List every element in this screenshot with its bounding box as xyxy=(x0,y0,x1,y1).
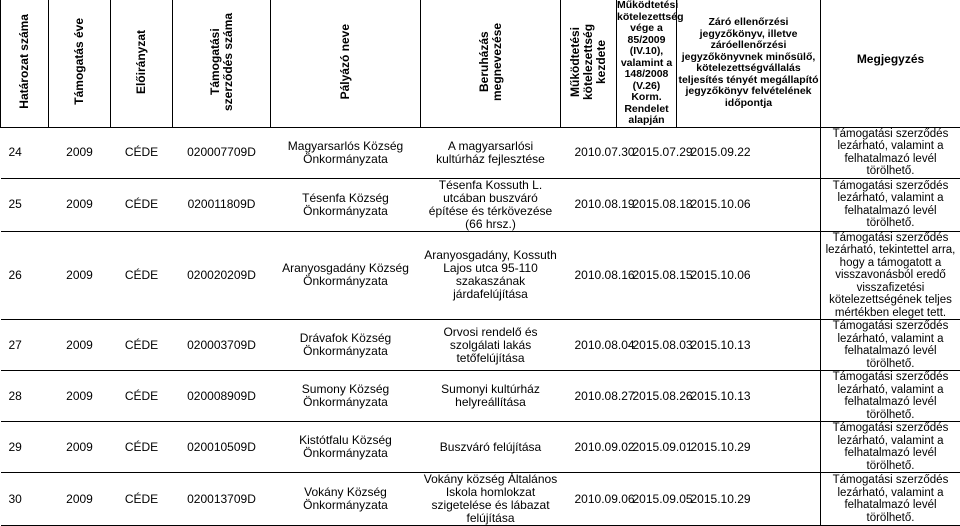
note-cell: Támogatási szerződés lezárható, valamint a felhatalmazó levél törölhető. xyxy=(821,473,960,526)
contract-number-cell: 020020209D xyxy=(173,231,271,320)
dates-cell xyxy=(561,178,821,231)
contract-number-cell: 020010509D xyxy=(173,422,271,473)
header-year: Támogatás éve xyxy=(49,0,111,127)
resolution-number-cell: 25 xyxy=(1,178,49,231)
applicant-cell: Magyarsarlós Község Önkormányzata xyxy=(271,127,421,178)
operation-end-date: 2015.08.18 xyxy=(633,198,691,211)
header-closing-date: Záró ellenőrzési jegyzőkönyv, illetve záróellenőrzési jegyzőkönyvnek minősülő, kötelezettségvállalás teljesítés tényét megállapító jegyzőkönyv felvételének időpontja xyxy=(677,0,821,127)
investment-cell: Vokány község Általános Iskola homlokzat szigetelése és lábazat felújítása xyxy=(421,473,561,526)
resolution-number-cell: 29 xyxy=(1,422,49,473)
closing-date: 2015.09.22 xyxy=(691,146,751,159)
header-investment: Beruházás megnevezése xyxy=(421,0,561,127)
operation-end-date: 2015.08.26 xyxy=(633,390,691,403)
resolution-number-cell: 30 xyxy=(1,473,49,526)
operation-end-date: 2015.09.05 xyxy=(633,493,691,506)
operation-start-date: 2010.09.06 xyxy=(575,493,633,506)
appropriation-cell: CÉDE xyxy=(111,422,173,473)
operation-start-date: 2010.08.27 xyxy=(575,390,633,403)
applicant-cell: Tésenfa Község Önkormányzata xyxy=(271,178,421,231)
investment-cell: Orvosi rendelő és szolgálati lakás tetőfelújítása xyxy=(421,320,561,371)
dates-cell xyxy=(561,231,821,320)
closing-date: 2015.10.29 xyxy=(691,493,751,506)
investment-cell: A magyarsarlósi kultúrház fejlesztése xyxy=(421,127,561,178)
note-cell: Támogatási szerződés lezárható, valamint a felhatalmazó levél törölhető. xyxy=(821,178,960,231)
operation-start-date: 2010.08.04 xyxy=(575,339,633,352)
resolution-number-cell: 28 xyxy=(1,371,49,422)
year-cell: 2009 xyxy=(49,371,111,422)
contract-number-cell: 020003709D xyxy=(173,320,271,371)
applicant-cell: Aranyosgadány Község Önkormányzata xyxy=(271,231,421,320)
appropriation-cell: CÉDE xyxy=(111,178,173,231)
operation-end-date: 2015.08.03 xyxy=(633,339,691,352)
contract-number-cell: 020008909D xyxy=(173,371,271,422)
closing-date: 2015.10.29 xyxy=(691,441,751,454)
dates-cell xyxy=(561,371,821,422)
investment-cell: Tésenfa Kossuth L. utcában buszváró építése és térkövezése (66 hrsz.) xyxy=(421,178,561,231)
dates-cell xyxy=(561,320,821,371)
table-row xyxy=(1,178,960,231)
table-row xyxy=(1,473,960,526)
dates-cell xyxy=(561,127,821,178)
operation-start-date: 2010.08.19 xyxy=(575,198,633,211)
note-cell: Támogatási szerződés lezárható, valamint a felhatalmazó levél törölhető. xyxy=(821,371,960,422)
header-operation-end: Működtetési kötelezettség vége a 85/2009 (IV.10), valamint a 148/2008 (V.26) Korm. Rendelet alapján xyxy=(617,0,677,127)
operation-end-date: 2015.09.01 xyxy=(633,441,691,454)
table-row xyxy=(1,422,960,473)
operation-start-date: 2010.09.02 xyxy=(575,441,633,454)
table-row xyxy=(1,231,960,320)
investment-cell: Aranyosgadány, Kossuth Lajos utca 95-110 szakaszának járdafelújítása xyxy=(421,231,561,320)
header-applicant: Pályázó neve xyxy=(271,0,421,127)
applicant-cell: Kistótfalu Község Önkormányzata xyxy=(271,422,421,473)
header-appropriation: Előirányzat xyxy=(111,0,173,127)
operation-end-date: 2015.07.29 xyxy=(633,146,691,159)
investment-cell: Buszváró felújítása xyxy=(421,422,561,473)
contract-number-cell: 020011809D xyxy=(173,178,271,231)
investment-cell: Sumonyi kultúrház helyreállítása xyxy=(421,371,561,422)
operation-start-date: 2010.08.16 xyxy=(575,269,633,282)
note-cell: Támogatási szerződés lezárható, valamint a felhatalmazó levél törölhető. xyxy=(821,320,960,371)
header-operation-start: Működtetési kötelezettség kezdete xyxy=(561,0,617,127)
appropriation-cell: CÉDE xyxy=(111,473,173,526)
year-cell: 2009 xyxy=(49,473,111,526)
table-row xyxy=(1,127,960,178)
appropriation-cell: CÉDE xyxy=(111,127,173,178)
note-cell: Támogatási szerződés lezárható, valamint a felhatalmazó levél törölhető. xyxy=(821,422,960,473)
header-contract-number: Támogatási szerződés száma xyxy=(173,0,271,127)
note-cell: Támogatási szerződés lezárható, tekintettel arra, hogy a támogatott a visszavonásból eredő visszafizetési kötelezettségének teljes mértékben eleget tett. xyxy=(821,231,960,320)
resolution-number-cell: 24 xyxy=(1,127,49,178)
dates-cell xyxy=(561,473,821,526)
appropriation-cell: CÉDE xyxy=(111,231,173,320)
table-row xyxy=(1,371,960,422)
appropriation-cell: CÉDE xyxy=(111,320,173,371)
applicant-cell: Vokány Község Önkormányzata xyxy=(271,473,421,526)
note-cell: Támogatási szerződés lezárható, valamint a felhatalmazó levél törölhető. xyxy=(821,127,960,178)
header-row xyxy=(1,0,960,127)
operation-end-date: 2015.08.15 xyxy=(633,269,691,282)
header-note: Megjegyzés xyxy=(821,0,960,127)
year-cell: 2009 xyxy=(49,231,111,320)
closing-date: 2015.10.06 xyxy=(691,269,751,282)
year-cell: 2009 xyxy=(49,178,111,231)
resolution-number-cell: 26 xyxy=(1,231,49,320)
resolution-number-cell: 27 xyxy=(1,320,49,371)
year-cell: 2009 xyxy=(49,320,111,371)
year-cell: 2009 xyxy=(49,422,111,473)
closing-date: 2015.10.06 xyxy=(691,198,751,211)
contract-number-cell: 020007709D xyxy=(173,127,271,178)
table-row xyxy=(1,320,960,371)
closing-date: 2015.10.13 xyxy=(691,339,751,352)
contract-number-cell: 020013709D xyxy=(173,473,271,526)
dates-cell xyxy=(561,422,821,473)
applicant-cell: Drávafok Község Önkormányzata xyxy=(271,320,421,371)
year-cell: 2009 xyxy=(49,127,111,178)
appropriation-cell: CÉDE xyxy=(111,371,173,422)
header-resolution-number: Határozat száma xyxy=(1,0,49,127)
operation-start-date: 2010.07.30 xyxy=(575,146,633,159)
applicant-cell: Sumony Község Önkormányzata xyxy=(271,371,421,422)
closing-date: 2015.10.13 xyxy=(691,390,751,403)
